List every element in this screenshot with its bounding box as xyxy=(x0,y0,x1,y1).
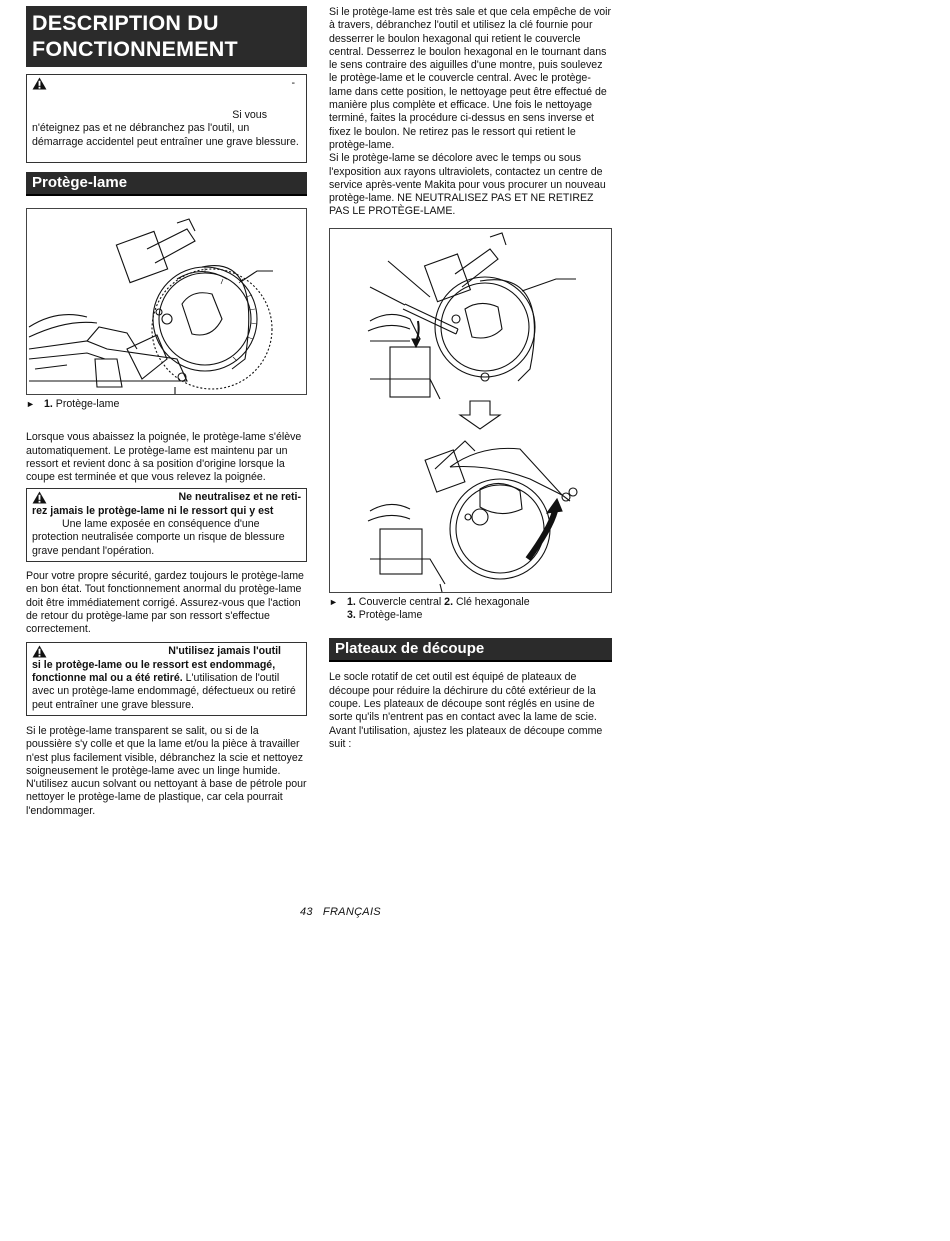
warning-box-neutralize xyxy=(26,488,307,561)
paragraph-guard-cleaning: Si le protège-lame transparent se salit, ou si de la poussière s'y colle et que la lame et/ou la pièce à travailler n'est plus facilement visible, débranchez la scie et nettoyez soigneusement le protège-lame avec un linge humide. N'utilisez aucun solvant ou nettoyant à base de pétrole pour nettoyer le protège-lame de plastique, car cela pourrait l'endommager. xyxy=(26,724,307,817)
figure-center-cover xyxy=(329,228,612,593)
page-title: DESCRIPTION DU FONCTIONNEMENT xyxy=(26,6,307,67)
page-language: FRANÇAIS xyxy=(322,906,381,918)
warning-bold-right: Ne neutralisez et ne reti- xyxy=(178,491,301,504)
warning-triangle-icon xyxy=(32,645,47,658)
right-column xyxy=(329,6,612,751)
page-number: 43 xyxy=(300,906,313,918)
warning-text: n'éteignez pas et ne débranchez pas l'outil, un démarrage accidentel peut entraîner une grave blessure. xyxy=(32,122,299,148)
caption-arrow-icon: ► xyxy=(26,399,35,409)
warning-bold-right: N'utilisez jamais l'outil xyxy=(168,645,281,658)
warning-bold-lines: si le protège-lame ou le ressort est endommagé, fonctionne mal ou a été retiré. xyxy=(32,658,276,685)
paragraph-guard-operation: Lorsque vous abaissez la poignée, le protège-lame s'élève automatiquement. Le protège-lame est maintenu par un ressort et revient donc à sa position d'origine lorsque la coupe est terminée et que vous relevez la poignée. xyxy=(26,431,302,484)
paragraph-kerf-boards: Le socle rotatif de cet outil est équipé de plateaux de découpe pour réduire la déchirure du côté extérieur de la coupe. Les plateaux de découpe sont réglés en usine de sorte qu'ils n'entrent pas en contact avec la lame de scie. Avant l'utilisation, ajustez les plateaux de découpe comme suit : xyxy=(329,671,603,750)
warning-triangle-icon xyxy=(32,491,47,504)
figure-blade-guard xyxy=(26,208,307,395)
warning-text: Une lame exposée en conséquence d'une protection neutralisée comporte un risque de blessure grave pendant l'opération. xyxy=(32,518,285,557)
warning-text: L'utilisation de l'outil avec un protège-lame endommagé, défectueux ou retiré peut entraîner une grave blessure. xyxy=(32,672,296,711)
figure-caption-2 xyxy=(329,596,612,623)
caption-number: 1. xyxy=(44,398,53,410)
paragraph-guard-dirty: Si le protège-lame est très sale et que cela empêche de voir à travers, débranchez l'outil et utilisez la clé fournie pour desserrer le boulon hexagonal qui retient le couvercle central. Desserrez le boulon hexagonal en le tournant dans le sens contraire des aiguilles d'une montre, puis soulevez le protège-lame et le couvercle central. Avec le protège-lame dans cette position, le nettoyage peut être effectué de manière plus complète et efficace. Une fois le nettoyage terminé, faites la procédure ci-dessus en sens inverse et fixez le boulon. Ne retirez pas le ressort qui retient le protège-lame. xyxy=(329,6,612,151)
caption-number: 1. xyxy=(347,595,356,608)
section-title-kerf-boards: Plateaux de découpe xyxy=(329,638,612,662)
warning-dash: - xyxy=(291,77,295,89)
caption-text: Protège-lame xyxy=(355,609,423,622)
left-column xyxy=(26,6,307,818)
guard-removal-illustration xyxy=(330,229,611,592)
caption-text: Protège-lame xyxy=(52,398,120,410)
caption-text: Couvercle central xyxy=(355,595,445,608)
warning-text-right: Si vous xyxy=(232,109,267,121)
warning-bold-line: rez jamais le protège-lame ni le ressort qui y est xyxy=(32,504,274,517)
caption-text: Clé hexagonale xyxy=(453,595,530,608)
paragraph-guard-discolor: Si le protège-lame se décolore avec le temps ou sous l'exposition aux rayons ultraviolets, contactez un centre de service après-vente Makita pour vous procurer un nouveau protège-lame. NE NEUTRALISEZ PAS ET NE RETIREZ PAS LE PROTÈGE-LAME. xyxy=(329,152,606,218)
miter-saw-illustration xyxy=(27,209,306,394)
caption-arrow-icon: ► xyxy=(329,596,338,607)
warning-box-damaged xyxy=(26,642,307,715)
warning-box-unplug xyxy=(26,74,307,163)
caption-number: 2. xyxy=(444,595,454,608)
paragraph-guard-safety: Pour votre propre sécurité, gardez toujours le protège-lame en bon état. Tout fonctionnement anormal du protège-lame doit être immédiatement corrigé. Assurez-vous que l'action de retour du protège-lame par son ressort s'effectue correctement. xyxy=(26,569,304,636)
figure-caption-1 xyxy=(26,398,307,411)
page-footer xyxy=(300,906,381,919)
section-title-blade-guard: Protège-lame xyxy=(26,172,307,196)
caption-number: 3. xyxy=(347,609,356,622)
warning-triangle-icon xyxy=(32,77,47,90)
